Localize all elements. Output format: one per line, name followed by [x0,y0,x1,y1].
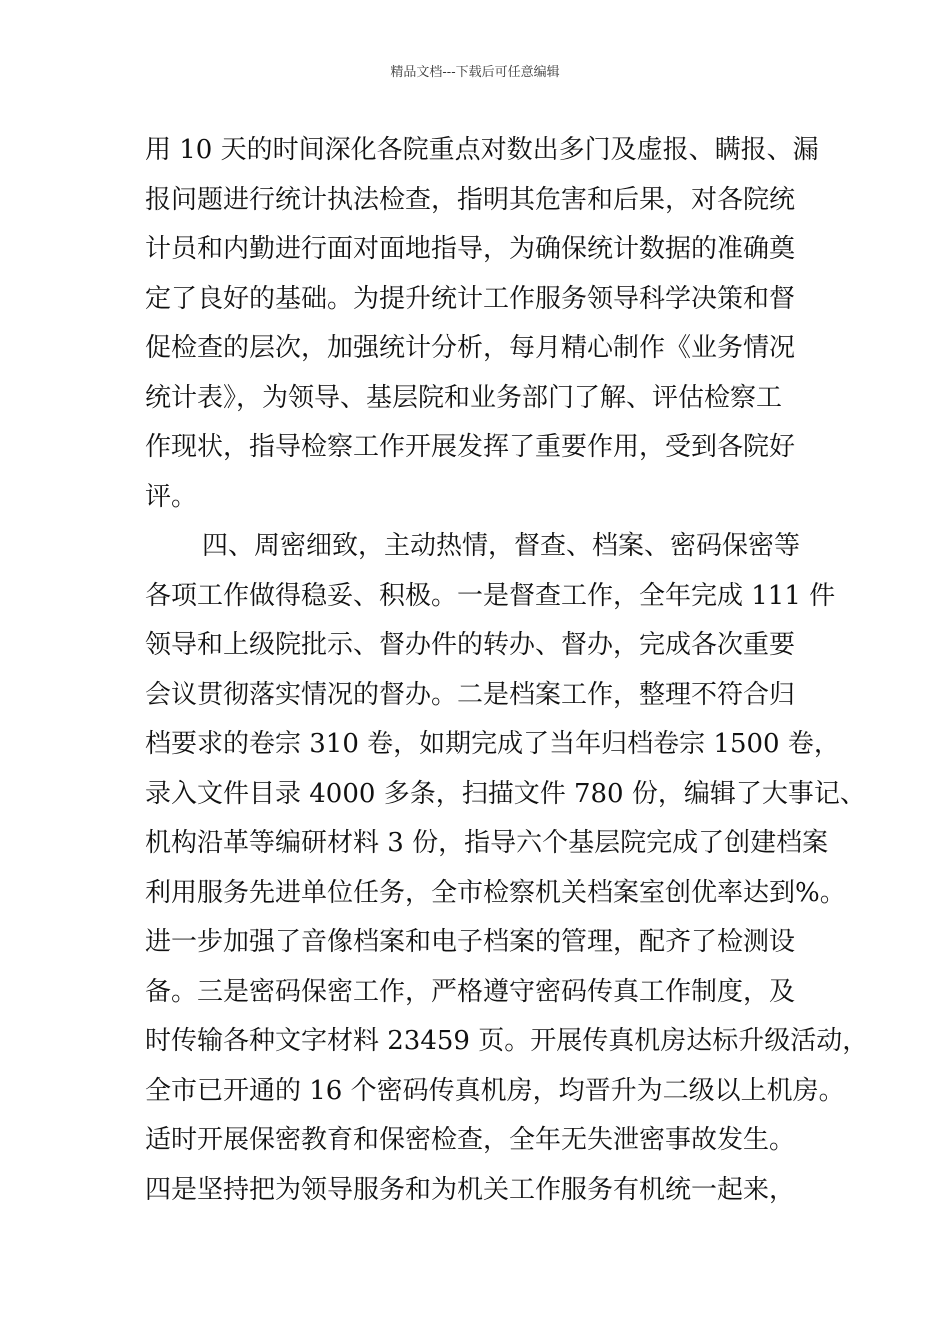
text-line: 备。三是密码保密工作，严格遵守密码传真工作制度，及 [145,976,796,1007]
text-line: 各项工作做得稳妥、积极。一是督查工作，全年完成 111 件 [145,580,836,611]
text-line: 录入文件目录 4000 多条，扫描文件 780 份，编辑了大事记、 [145,778,866,809]
text-line: 报问题进行统计执法检查，指明其危害和后果，对各院统 [145,184,796,215]
text-line: 评。 [145,481,198,512]
text-line: 定了良好的基础。为提升统计工作服务领导科学决策和督 [145,283,796,314]
text-line: 领导和上级院批示、督办件的转办、督办，完成各次重要 [145,630,796,660]
text-line: 四是坚持把为领导服务和为机关工作服务有机统一起来， [145,1174,796,1205]
text-line: 利用服务先进单位任务，全市检察机关档案室创优率达到%。 [145,877,846,908]
text-line: 进一步加强了音像档案和电子档案的管理，配齐了检测设 [145,927,796,957]
document-body [145,126,869,1215]
text-line: 机构沿革等编研材料 3 份，指导六个基层院完成了创建档案 [145,828,829,858]
text-line: 统计表》，为领导、基层院和业务部门了解、评估检察工 [145,382,783,413]
text-line: 档要求的卷宗 310 卷，如期完成了当年归档卷宗 1500 卷， [145,729,840,759]
text-line: 时传输各种文字材料 23459 页。开展传真机房达标升级活动， [145,1026,869,1056]
text-line: 全市已开通的 16 个密码传真机房，均晋升为二级以上机房。 [145,1075,845,1106]
section-heading-line: 四、周密细致，主动热情，督查、档案、密码保密等 [202,531,801,561]
text-line: 作现状，指导检察工作开展发挥了重要作用，受到各院好 [145,432,796,462]
text-line: 适时开展保密教育和保密检查，全年无失泄密事故发生。 [145,1125,796,1155]
text-line: 促检查的层次，加强统计分析，每月精心制作《业务情况 [145,333,796,363]
text-line: 会议贯彻落实情况的督办。二是档案工作，整理不符合归 [145,679,796,710]
text-line: 用 10 天的时间深化各院重点对数出多门及虚报、瞒报、漏 [145,135,819,165]
page-header: 精品文档---下载后可任意编辑 [390,65,560,80]
text-line: 计员和内勤进行面对面地指导，为确保统计数据的准确奠 [145,234,796,264]
